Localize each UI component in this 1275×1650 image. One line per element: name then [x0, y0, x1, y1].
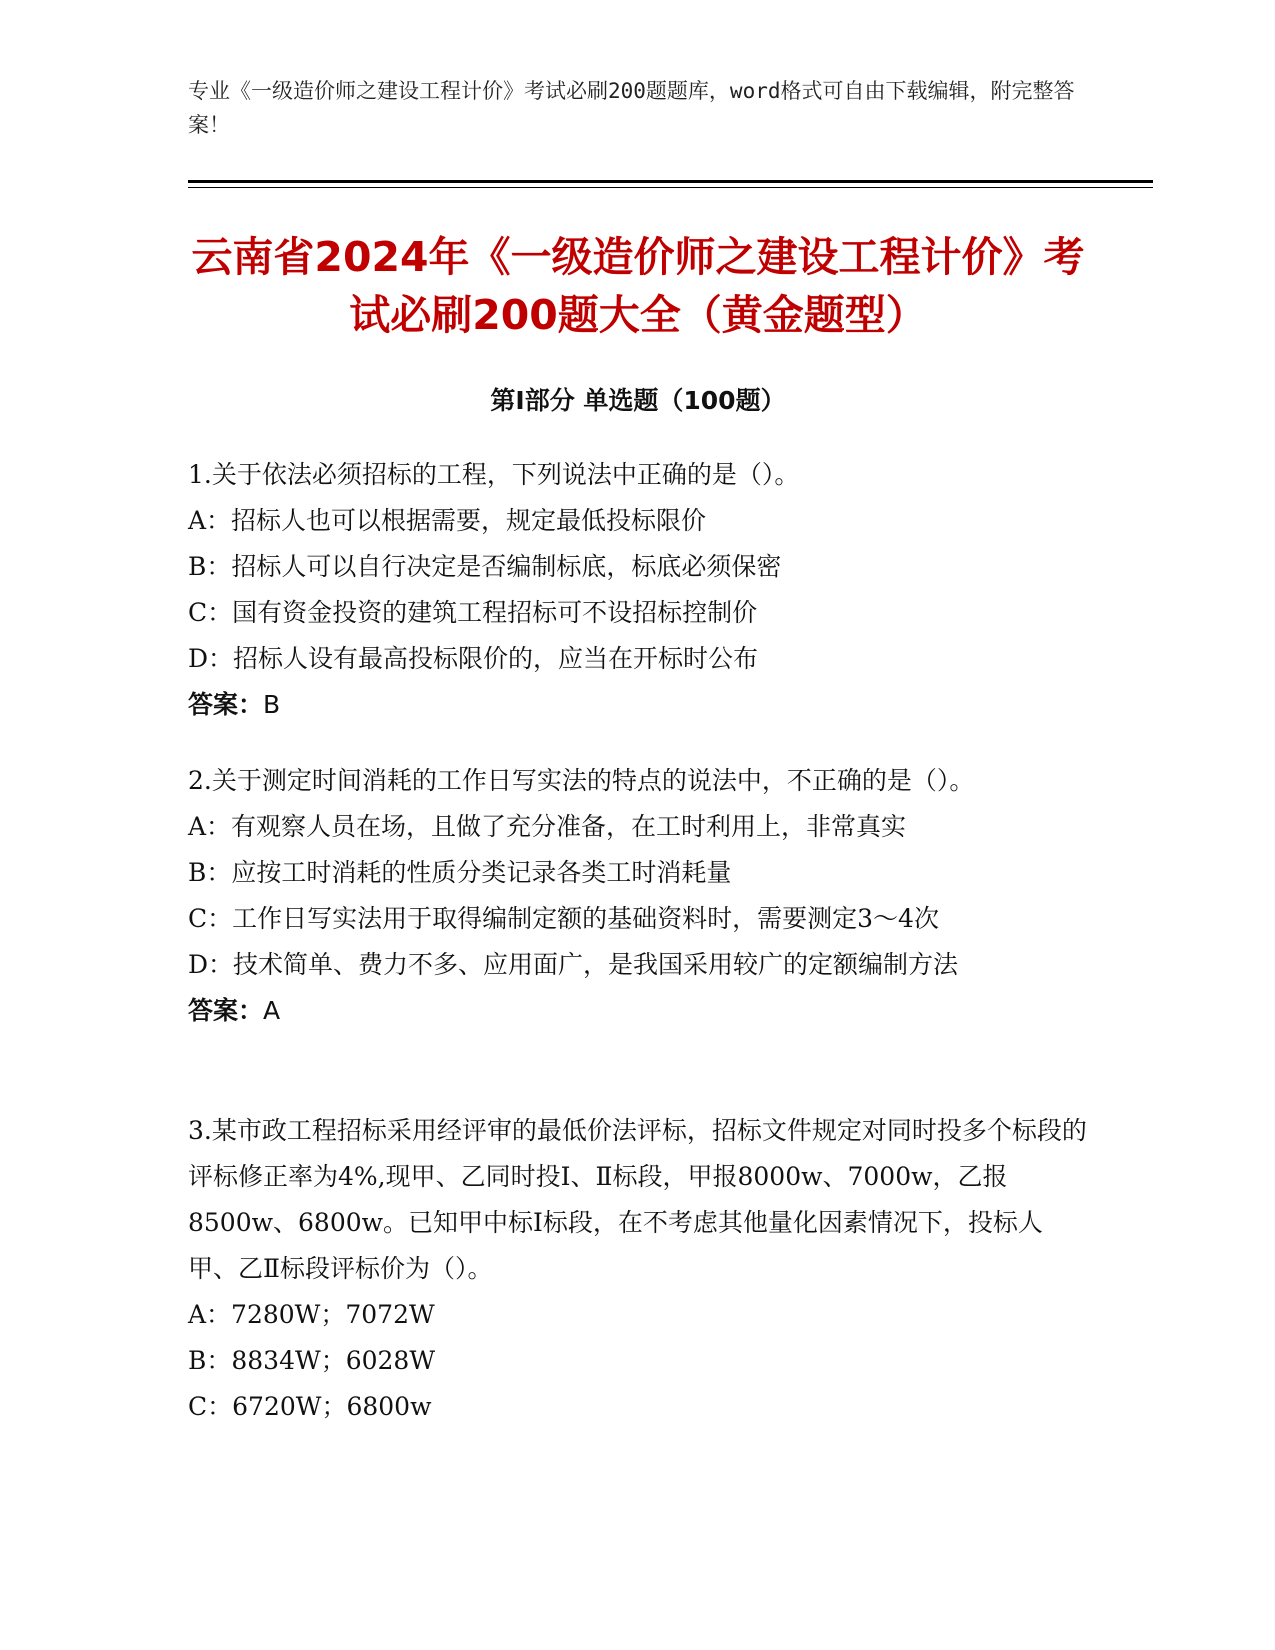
- option-d: D：招标人设有最高投标限价的，应当在开标时公布: [188, 644, 759, 673]
- header-note: 专业《一级造价师之建设工程计价》考试必刷200题题库，word格式可自由下载编辑，附完整答案！: [188, 79, 1075, 137]
- question-1: [188, 452, 1088, 728]
- header-divider-thick: [188, 180, 1153, 183]
- header-divider-thin: [188, 187, 1153, 188]
- option-c: C：6720W；6800w: [188, 1392, 432, 1421]
- option-a: A：7280W；7072W: [188, 1300, 435, 1329]
- option-c: C：国有资金投资的建筑工程招标可不设招标控制价: [188, 598, 758, 627]
- answer-line: [188, 988, 1088, 1034]
- question-3: [188, 1108, 1088, 1430]
- document-title: 云南省2024年《一级造价师之建设工程计价》考试必刷200题大全（黄金题型）: [191, 233, 1085, 339]
- option-c: C：工作日写实法用于取得编制定额的基础资料时，需要测定3～4次: [188, 904, 939, 933]
- question-text: 3.某市政工程招标采用经评审的最低价法评标，招标文件规定对同时投多个标段的评标修正率为4%,现甲、乙同时投Ⅰ、Ⅱ标段，甲报8000w、7000w，乙报8500w、6800w。已知甲中标Ⅰ标段，在不考虑其他量化因素情况下，投标人甲、乙Ⅱ标段评标价为（）。: [188, 1116, 1087, 1283]
- option-b: B：8834W；6028W: [188, 1346, 436, 1375]
- question-text: 1.关于依法必须招标的工程，下列说法中正确的是（）。: [188, 460, 800, 489]
- option-a: A：招标人也可以根据需要，规定最低投标限价: [188, 506, 707, 535]
- option-d: D：技术简单、费力不多、应用面广，是我国采用较广的定额编制方法: [188, 950, 959, 979]
- answer-value: B: [263, 690, 281, 719]
- section-title: 第I部分 单选题（100题）: [490, 386, 786, 415]
- option-a: A：有观察人员在场，且做了充分准备，在工时利用上，非常真实: [188, 812, 907, 841]
- answer-label: 答案：: [188, 690, 264, 719]
- option-b: B：招标人可以自行决定是否编制标底，标底必须保密: [188, 552, 782, 581]
- answer-line: [188, 682, 1088, 728]
- answer-label: 答案：: [188, 996, 264, 1025]
- option-b: B：应按工时消耗的性质分类记录各类工时消耗量: [188, 858, 732, 887]
- question-2: [188, 758, 1088, 1034]
- question-text: 2.关于测定时间消耗的工作日写实法的特点的说法中，不正确的是（）。: [188, 766, 975, 795]
- answer-value: A: [263, 996, 281, 1025]
